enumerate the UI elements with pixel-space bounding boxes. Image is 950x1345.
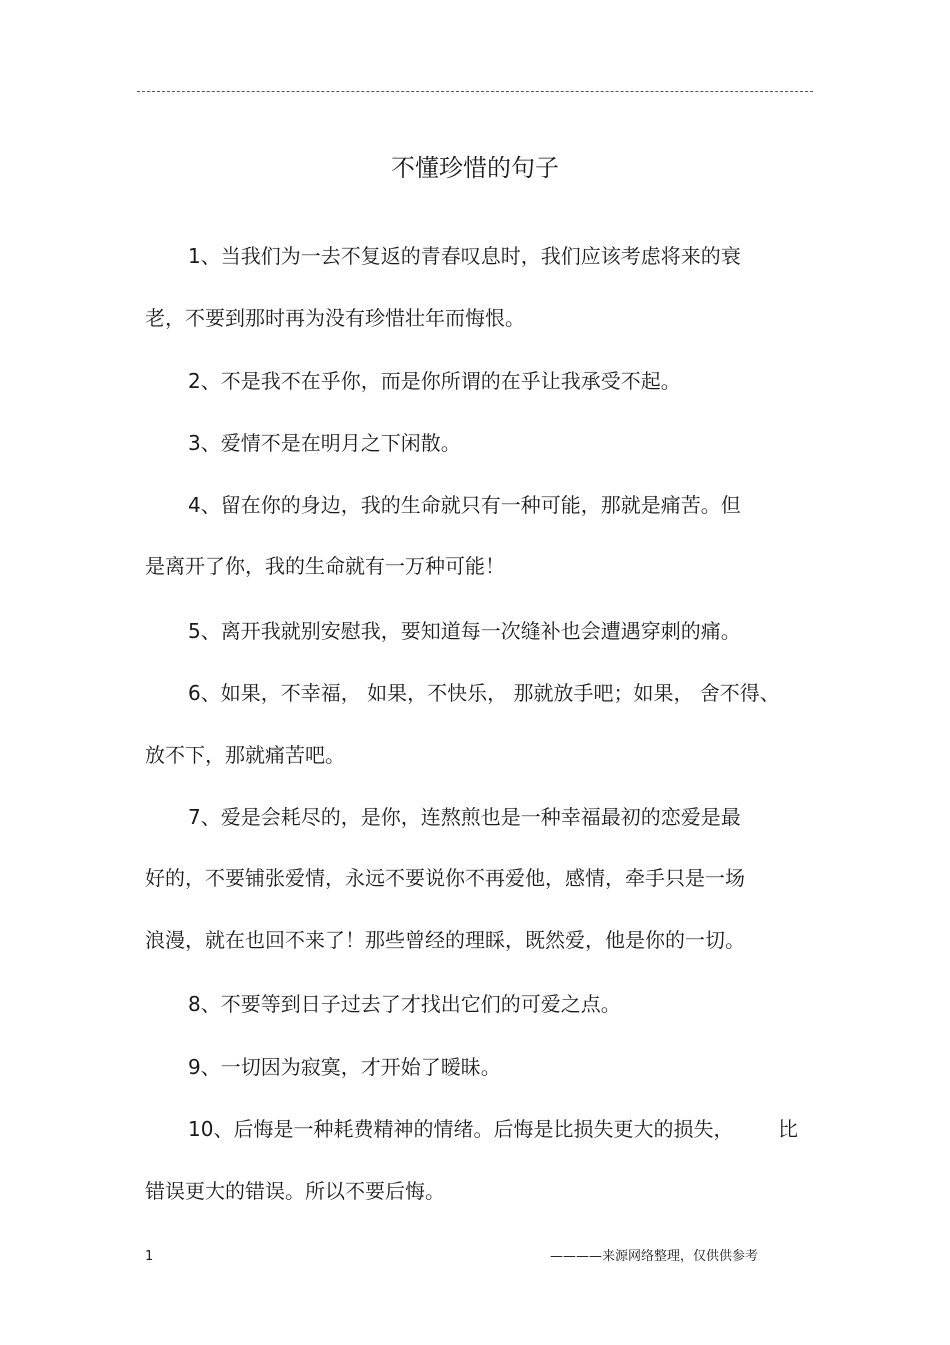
text-line: 是离开了你，我的生命就有一万种可能！ — [145, 554, 505, 578]
text-line: 2、不是我不在乎你，而是你所谓的在乎让我承受不起。 — [188, 369, 681, 393]
text-line: 5、离开我就别安慰我，要知道每一次缝补也会遭遇穿刺的痛。 — [188, 619, 741, 643]
text-line: 7、爱是会耗尽的，是你，连熬煎也是一种幸福最初的恋爱是最 — [188, 805, 741, 829]
footer-note: ————来源网络整理，仅供供参考 — [550, 1249, 759, 1264]
text-line: 9、一切因为寂寞，才开始了暧昧。 — [188, 1055, 501, 1079]
text-line: 错误更大的错误。所以不要后悔。 — [145, 1179, 445, 1203]
text-line: 10、后悔是一种耗费精神的情绪。后悔是比损失更大的损失， 比 — [188, 1117, 798, 1141]
text-line: 老，不要到那时再为没有珍惜壮年而悔恨。 — [145, 306, 525, 330]
text-line: 1、当我们为一去不复返的青春叹息时，我们应该考虑将来的衰 — [188, 244, 741, 268]
text-line: 3、爱情不是在明月之下闲散。 — [188, 431, 461, 455]
header-divider — [137, 91, 813, 92]
page-title: 不懂珍惜的句子 — [391, 154, 559, 182]
text-line: 6、如果，不幸福， 如果，不快乐， 那就放手吧；如果， 舍不得、 — [188, 681, 780, 705]
text-line: 好的，不要铺张爱情，永远不要说你不再爱他，感情，牵手只是一场 — [145, 866, 745, 890]
text-line: 8、不要等到日子过去了才找出它们的可爱之点。 — [188, 992, 621, 1016]
text-line: 放不下，那就痛苦吧。 — [145, 743, 345, 767]
text-line: 4、留在你的身边，我的生命就只有一种可能，那就是痛苦。但 — [188, 493, 741, 517]
text-line: 浪漫，就在也回不来了！那些曾经的理睬，既然爱，他是你的一切。 — [145, 928, 745, 952]
page-number: 1 — [145, 1249, 154, 1264]
